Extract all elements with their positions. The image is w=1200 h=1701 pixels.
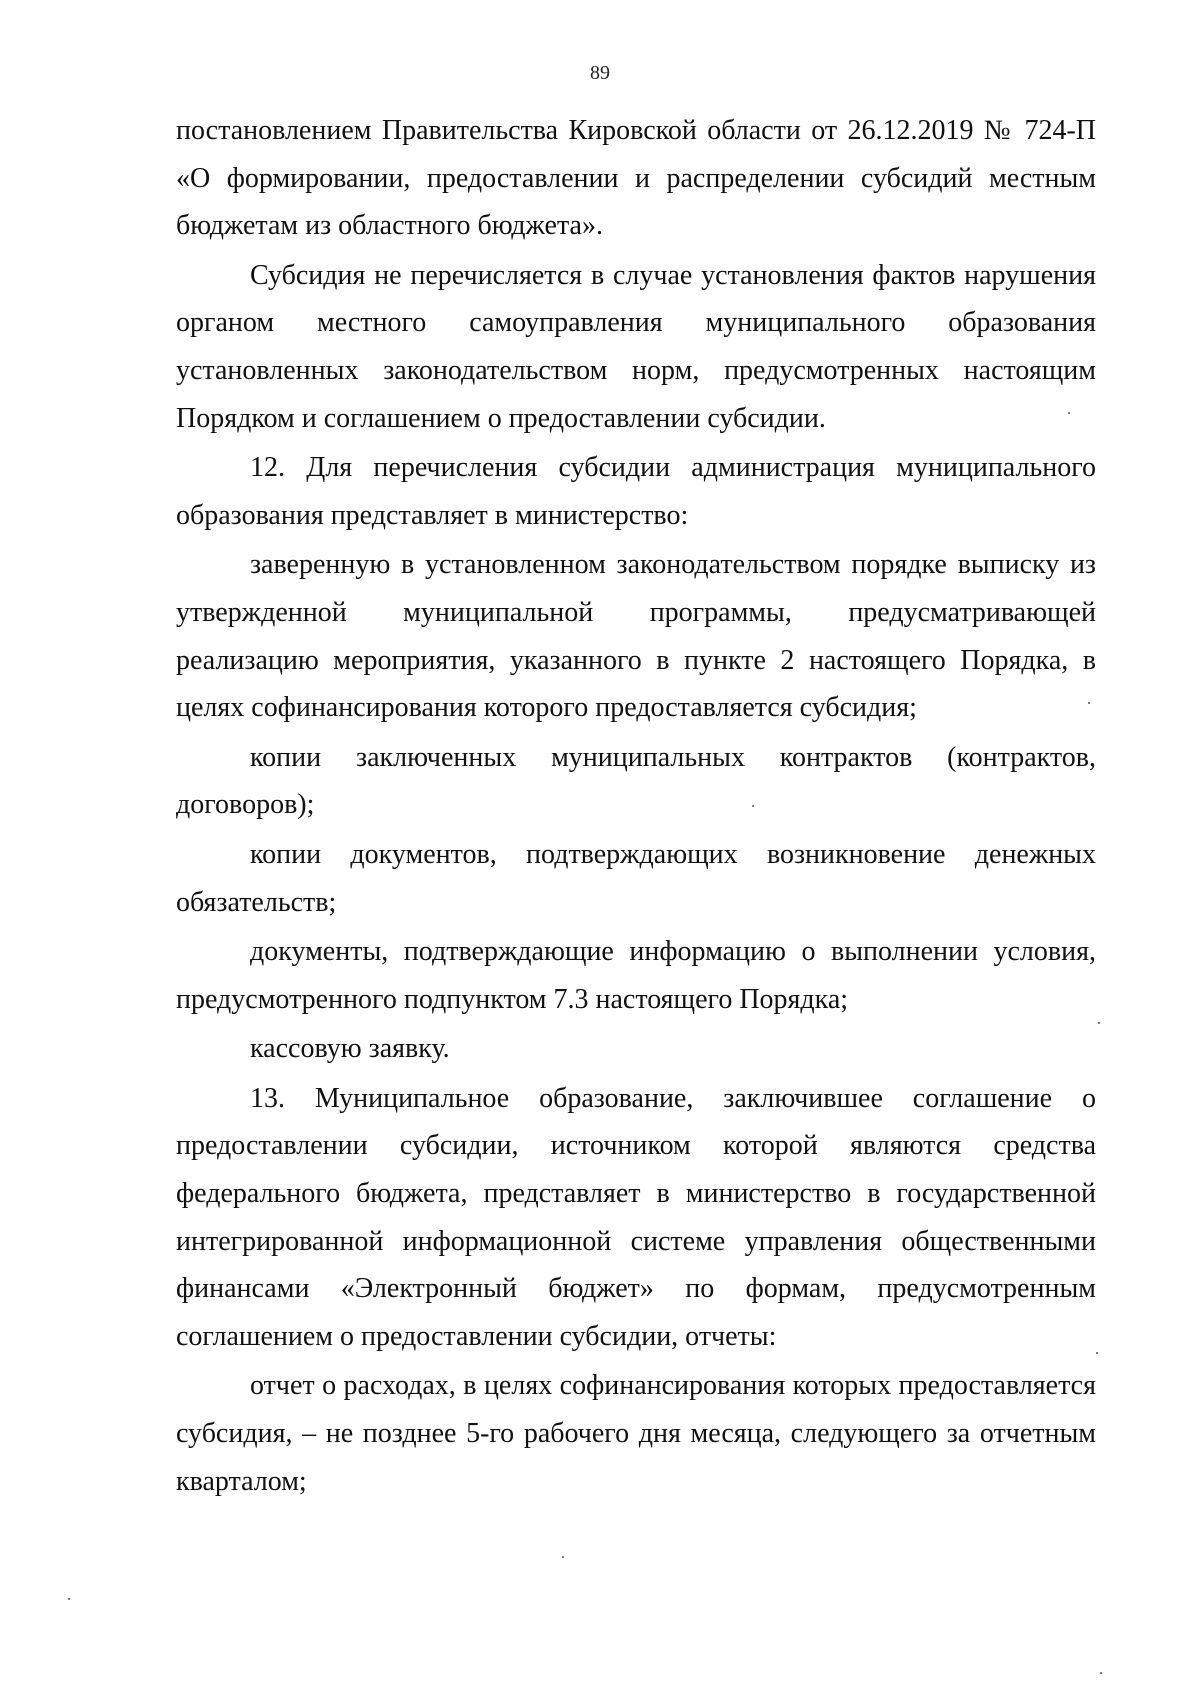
- list-item-cash-request: кассовую заявку.: [250, 1033, 450, 1065]
- list-item-expense-report: отчет о расходах, в целях софинансирования которых предоставляется субсидия, – не позднее 5-го рабочего дня месяца, следующего за отчетным кварталом;: [176, 1370, 1096, 1497]
- document-body: [176, 107, 1096, 1505]
- scan-speck: [1088, 702, 1090, 704]
- paragraph-clause-12: 12. Для перечисления субсидии администрация муниципального образования представляет в министерство:: [176, 452, 1096, 531]
- scan-speck: [1098, 1022, 1100, 1024]
- list-item-condition-documents: документы, подтверждающие информацию о выполнении условия, предусмотренного подпунктом 7.3 настоящего Порядка;: [176, 936, 1096, 1015]
- list-item-program-extract: заверенную в установленном законодательством порядке выписку из утвержденной муниципальной программы, предусматривающей реализацию мероприятия, указанного в пункте 2 настоящего Порядка, в целях софинансирования которого предоставляется субсидия;: [176, 549, 1096, 724]
- paragraph-subsidy-not-transferred: Субсидия не перечисляется в случае установления фактов нарушения органом местного самоуправления муниципального образования установленных законодательством норм, предусмотренных настоящим Порядком и соглашением о предоставлении субсидии.: [176, 259, 1096, 434]
- list-item-contract-copies: копии заключенных муниципальных контрактов (контрактов, договоров);: [176, 741, 1096, 821]
- scan-speck: [1100, 1672, 1102, 1674]
- paragraph-decree-reference: постановлением Правительства Кировской области от 26.12.2019 № 724-П «О формировании, предоставлении и распределении субсидий местным бюджетам из областного бюджета».: [176, 115, 1096, 242]
- list-item-obligation-documents: копии документов, подтверждающих возникновение денежных обязательств;: [176, 838, 1096, 918]
- scan-speck: [752, 805, 754, 807]
- paragraph-clause-13: 13. Муниципальное образование, заключившее соглашение о предоставлении субсидии, источником которой являются средства федерального бюджета, представляет в министерство в государственной интегрированной информационной системе управления общественными финансами «Электронный бюджет» по формам, предусмотренным соглашением о предоставлении субсидии, отчеты:: [176, 1082, 1096, 1352]
- page-number: 89: [590, 62, 610, 84]
- scan-speck: [562, 1556, 564, 1558]
- scan-speck: [68, 1598, 70, 1600]
- scan-speck: [1068, 412, 1070, 414]
- scan-speck: [1096, 1352, 1098, 1354]
